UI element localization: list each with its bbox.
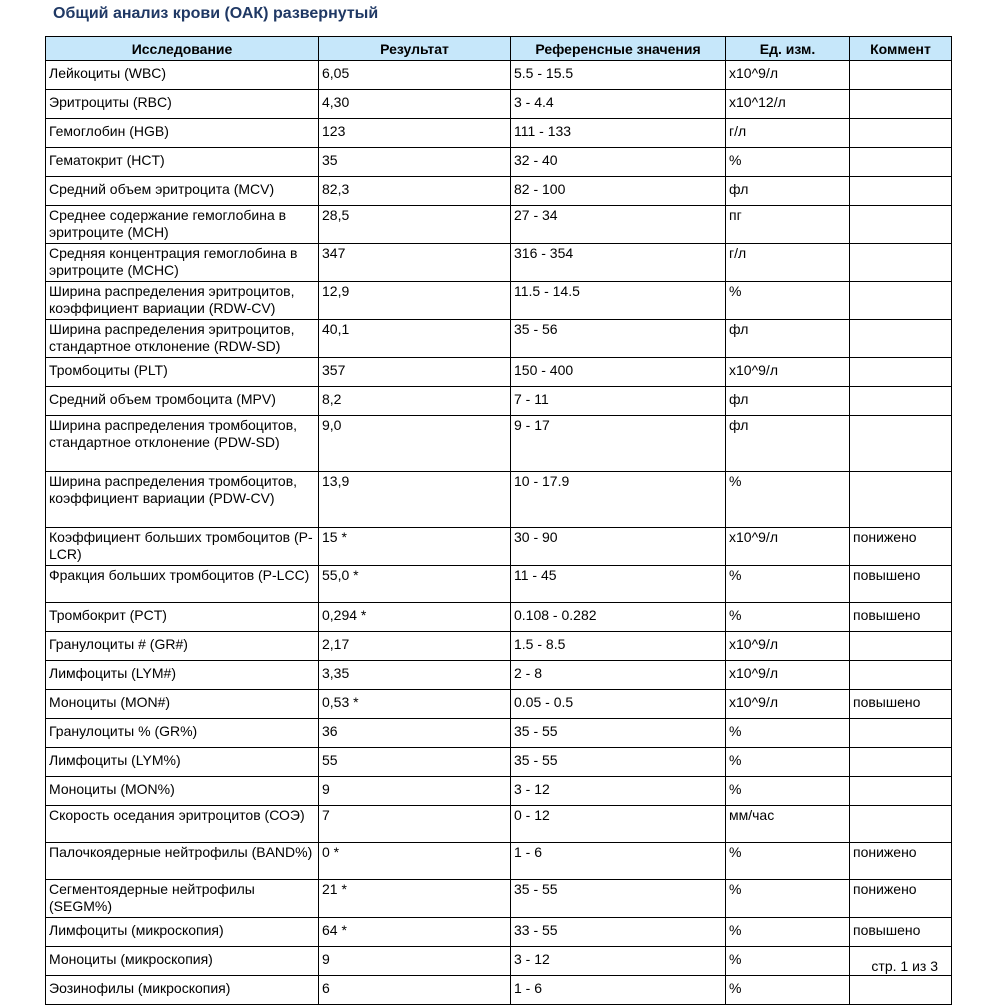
unit-cell: % [726,777,850,806]
result-cell: 9 [319,947,511,976]
table-row [46,880,952,918]
col-header-unit: Ед. изм. [726,37,850,61]
result-cell: 2,17 [319,632,511,661]
reference-cell: 7 - 11 [511,387,726,416]
col-header-comment: Коммент [850,37,952,61]
test-cell: Среднее содержание гемоглобина в эритроците (MCH) [46,206,319,244]
comment-cell [850,358,952,387]
unit-cell: % [726,748,850,777]
unit-cell: x10^9/л [726,661,850,690]
result-cell: 8,2 [319,387,511,416]
comment-cell [850,320,952,358]
result-cell: 6 [319,976,511,1005]
unit-cell: % [726,148,850,177]
reference-cell: 10 - 17.9 [511,472,726,528]
table-row [46,947,952,976]
table-row [46,748,952,777]
reference-cell: 35 - 55 [511,880,726,918]
test-cell: Ширина распределения эритроцитов, коэффициент вариации (RDW-CV) [46,282,319,320]
unit-cell: x10^9/л [726,61,850,90]
reference-cell: 33 - 55 [511,918,726,947]
table-row [46,632,952,661]
unit-cell: % [726,880,850,918]
table-row [46,387,952,416]
table-row [46,843,952,880]
comment-cell [850,748,952,777]
test-cell: Гематокрит (HCT) [46,148,319,177]
table-row [46,358,952,387]
test-cell: Скорость оседания эритроцитов (СОЭ) [46,806,319,843]
comment-cell: понижено [850,880,952,918]
unit-cell: фл [726,387,850,416]
comment-cell [850,90,952,119]
reference-cell: 30 - 90 [511,528,726,566]
table-row [46,918,952,947]
reference-cell: 1.5 - 8.5 [511,632,726,661]
test-cell: Гранулоциты # (GR#) [46,632,319,661]
comment-cell: понижено [850,528,952,566]
reference-cell: 0.05 - 0.5 [511,690,726,719]
result-cell: 15 * [319,528,511,566]
result-cell: 28,5 [319,206,511,244]
unit-cell: % [726,472,850,528]
unit-cell: фл [726,177,850,206]
reference-cell: 3 - 12 [511,947,726,976]
table-row [46,777,952,806]
reference-cell: 3 - 4.4 [511,90,726,119]
test-cell: Лимфоциты (микроскопия) [46,918,319,947]
result-cell: 347 [319,244,511,282]
reference-cell: 82 - 100 [511,177,726,206]
result-cell: 4,30 [319,90,511,119]
reference-cell: 9 - 17 [511,416,726,472]
result-cell: 7 [319,806,511,843]
unit-cell: x10^9/л [726,358,850,387]
test-cell: Средний объем тромбоцита (MPV) [46,387,319,416]
table-row [46,566,952,603]
col-header-result: Результат [319,37,511,61]
reference-cell: 2 - 8 [511,661,726,690]
unit-cell: % [726,566,850,603]
reference-cell: 35 - 55 [511,748,726,777]
test-cell: Эритроциты (RBC) [46,90,319,119]
reference-cell: 11.5 - 14.5 [511,282,726,320]
result-cell: 82,3 [319,177,511,206]
test-cell: Моноциты (MON#) [46,690,319,719]
test-cell: Тромбоциты (PLT) [46,358,319,387]
results-table [45,36,952,1005]
comment-cell [850,119,952,148]
comment-cell [850,282,952,320]
test-cell: Палочкоядерные нейтрофилы (BAND%) [46,843,319,880]
test-cell: Лимфоциты (LYM%) [46,748,319,777]
page-title: Общий анализ крови (ОАК) развернутый [53,5,379,22]
comment-cell [850,777,952,806]
reference-cell: 32 - 40 [511,148,726,177]
comment-cell [850,177,952,206]
reference-cell: 35 - 55 [511,719,726,748]
test-cell: Коэффициент больших тромбоцитов (P-LCR) [46,528,319,566]
comment-cell [850,719,952,748]
test-cell: Ширина распределения тромбоцитов, стандартное отклонение (PDW-SD) [46,416,319,472]
reference-cell: 35 - 56 [511,320,726,358]
test-cell: Сегментоядерные нейтрофилы (SEGM%) [46,880,319,918]
comment-cell: повышено [850,690,952,719]
reference-cell: 11 - 45 [511,566,726,603]
result-cell: 12,9 [319,282,511,320]
result-cell: 6,05 [319,61,511,90]
reference-cell: 111 - 133 [511,119,726,148]
table-row [46,806,952,843]
unit-cell: % [726,918,850,947]
comment-cell [850,806,952,843]
result-cell: 0 * [319,843,511,880]
comment-cell [850,61,952,90]
reference-cell: 5.5 - 15.5 [511,61,726,90]
result-cell: 21 * [319,880,511,918]
test-cell: Ширина распределения эритроцитов, стандартное отклонение (RDW-SD) [46,320,319,358]
comment-cell [850,661,952,690]
reference-cell: 3 - 12 [511,777,726,806]
table-row [46,603,952,632]
test-cell: Ширина распределения тромбоцитов, коэффициент вариации (PDW-CV) [46,472,319,528]
result-cell: 123 [319,119,511,148]
page-number: стр. 1 из 3 [871,958,938,974]
comment-cell [850,387,952,416]
result-cell: 9,0 [319,416,511,472]
unit-cell: x10^12/л [726,90,850,119]
result-cell: 0,53 * [319,690,511,719]
reference-cell: 150 - 400 [511,358,726,387]
table-row [46,61,952,90]
unit-cell: мм/час [726,806,850,843]
comment-cell: повышено [850,918,952,947]
reference-cell: 1 - 6 [511,843,726,880]
table-row [46,90,952,119]
unit-cell: пг [726,206,850,244]
comment-cell: повышено [850,566,952,603]
test-cell: Средняя концентрация гемоглобина в эритроците (MCHC) [46,244,319,282]
unit-cell: % [726,976,850,1005]
result-cell: 35 [319,148,511,177]
table-row [46,177,952,206]
unit-cell: % [726,282,850,320]
reference-cell: 1 - 6 [511,976,726,1005]
table-header-row [46,37,952,61]
table-row [46,528,952,566]
reference-cell: 0 - 12 [511,806,726,843]
table-row [46,282,952,320]
table-row [46,690,952,719]
table-row [46,416,952,472]
test-cell: Тромбокрит (PCT) [46,603,319,632]
result-cell: 357 [319,358,511,387]
result-cell: 55,0 * [319,566,511,603]
unit-cell: x10^9/л [726,528,850,566]
unit-cell: % [726,603,850,632]
comment-cell [850,148,952,177]
unit-cell: x10^9/л [726,690,850,719]
comment-cell [850,244,952,282]
result-cell: 40,1 [319,320,511,358]
table-row [46,148,952,177]
test-cell: Лимфоциты (LYM#) [46,661,319,690]
comment-cell [850,472,952,528]
unit-cell: г/л [726,244,850,282]
table-row [46,320,952,358]
reference-cell: 27 - 34 [511,206,726,244]
col-header-test: Исследование [46,37,319,61]
unit-cell: г/л [726,119,850,148]
result-cell: 55 [319,748,511,777]
test-cell: Лейкоциты (WBC) [46,61,319,90]
test-cell: Моноциты (микроскопия) [46,947,319,976]
test-cell: Средний объем эритроцита (MCV) [46,177,319,206]
result-cell: 0,294 * [319,603,511,632]
col-header-reference: Референсные значения [511,37,726,61]
comment-cell: повышено [850,603,952,632]
unit-cell: % [726,947,850,976]
result-cell: 3,35 [319,661,511,690]
table-row [46,119,952,148]
test-cell: Гемоглобин (HGB) [46,119,319,148]
comment-cell [850,206,952,244]
reference-cell: 0.108 - 0.282 [511,603,726,632]
comment-cell [850,416,952,472]
unit-cell: % [726,719,850,748]
table-row [46,472,952,528]
comment-cell: понижено [850,843,952,880]
result-cell: 13,9 [319,472,511,528]
unit-cell: фл [726,320,850,358]
result-cell: 36 [319,719,511,748]
result-cell: 64 * [319,918,511,947]
test-cell: Фракция больших тромбоцитов (P-LCC) [46,566,319,603]
comment-cell [850,976,952,1005]
table-row [46,206,952,244]
table-row [46,976,952,1005]
test-cell: Гранулоциты % (GR%) [46,719,319,748]
result-cell: 9 [319,777,511,806]
table-row [46,661,952,690]
test-cell: Моноциты (MON%) [46,777,319,806]
table-row [46,244,952,282]
unit-cell: x10^9/л [726,632,850,661]
comment-cell [850,632,952,661]
test-cell: Эозинофилы (микроскопия) [46,976,319,1005]
reference-cell: 316 - 354 [511,244,726,282]
unit-cell: % [726,843,850,880]
unit-cell: фл [726,416,850,472]
table-row [46,719,952,748]
